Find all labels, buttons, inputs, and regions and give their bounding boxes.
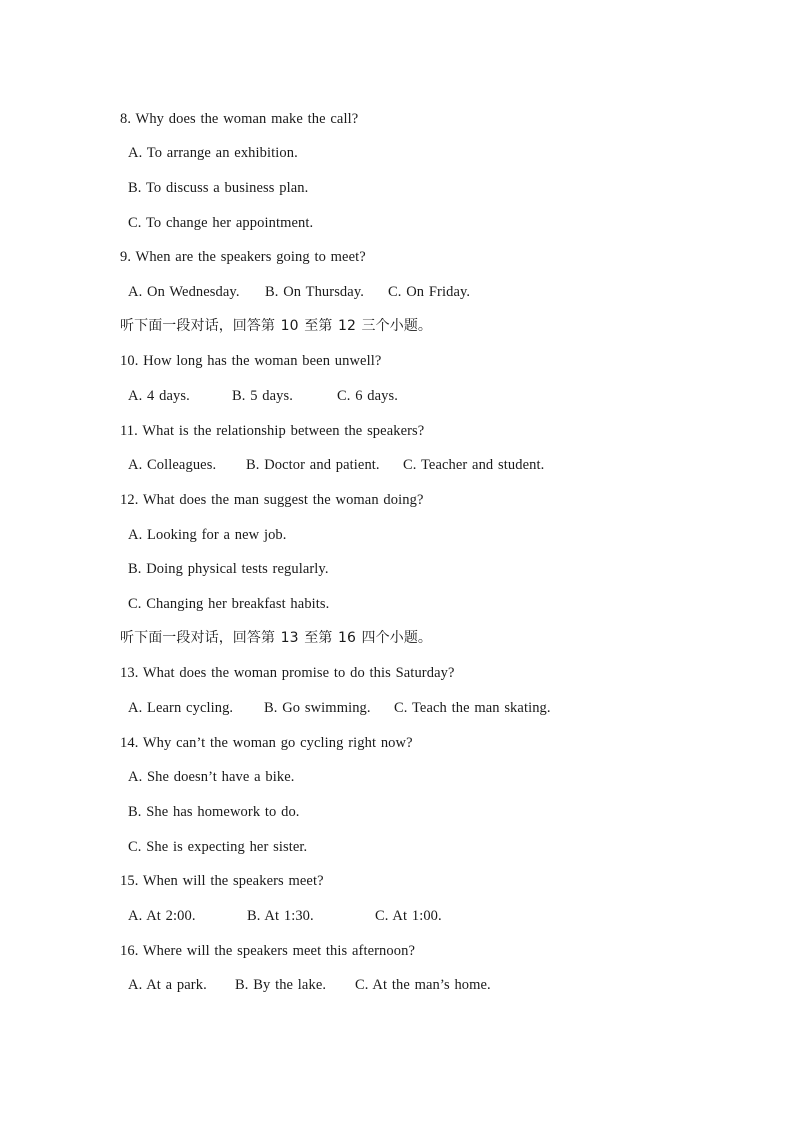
question-10: 10. How long has the woman been unwell? — [120, 353, 382, 369]
question-13-option-a: A. Learn cycling. — [128, 700, 234, 716]
question-12-option-a: A. Looking for a new job. — [128, 527, 287, 543]
question-12-option-b: B. Doing physical tests regularly. — [128, 561, 329, 577]
question-13-options — [128, 698, 551, 718]
question-8-option-b: B. To discuss a business plan. — [128, 180, 309, 196]
question-15: 15. When will the speakers meet? — [120, 873, 324, 889]
question-16-option-b: B. By the lake. — [235, 977, 327, 993]
question-16-option-a: A. At a park. — [128, 977, 207, 993]
question-11: 11. What is the relationship between the speakers? — [120, 423, 425, 439]
question-9-option-a: A. On Wednesday. — [128, 284, 240, 300]
question-10-option-c: C. 6 days. — [337, 388, 398, 404]
section-heading-13-16: 听下面一段对话，回答第 13 至第 16 四个小题。 — [120, 630, 433, 646]
question-12-option-c: C. Changing her breakfast habits. — [128, 596, 330, 612]
question-16-option-c: C. At the man’s home. — [355, 977, 491, 993]
question-15-option-b: B. At 1:30. — [247, 908, 314, 924]
question-8-option-a: A. To arrange an exhibition. — [128, 145, 298, 161]
question-10-options — [128, 386, 398, 406]
question-10-option-a: A. 4 days. — [128, 388, 190, 404]
question-15-option-c: C. At 1:00. — [375, 908, 442, 924]
question-9: 9. When are the speakers going to meet? — [120, 249, 366, 265]
question-11-option-a: A. Colleagues. — [128, 457, 217, 473]
question-8: 8. Why does the woman make the call? — [120, 111, 359, 127]
section-heading-10-12: 听下面一段对话，回答第 10 至第 12 三个小题。 — [120, 318, 433, 334]
question-11-option-c: C. Teacher and student. — [403, 457, 545, 473]
question-11-option-b: B. Doctor and patient. — [246, 457, 380, 473]
question-10-option-b: B. 5 days. — [232, 388, 293, 404]
question-15-option-a: A. At 2:00. — [128, 908, 196, 924]
question-9-option-b: B. On Thursday. — [265, 284, 364, 300]
question-14: 14. Why can’t the woman go cycling right now? — [120, 735, 413, 751]
question-12: 12. What does the man suggest the woman doing? — [120, 492, 424, 508]
question-14-option-b: B. She has homework to do. — [128, 804, 300, 820]
question-14-option-a: A. She doesn’t have a bike. — [128, 769, 295, 785]
question-9-options — [128, 282, 470, 302]
question-9-option-c: C. On Friday. — [388, 284, 471, 300]
question-13-option-c: C. Teach the man skating. — [394, 700, 551, 716]
question-13-option-b: B. Go swimming. — [264, 700, 371, 716]
question-15-options — [128, 906, 442, 926]
question-14-option-c: C. She is expecting her sister. — [128, 839, 308, 855]
question-16-options — [128, 975, 491, 995]
question-11-options — [128, 455, 544, 475]
question-8-option-c: C. To change her appointment. — [128, 215, 314, 231]
question-16: 16. Where will the speakers meet this afternoon? — [120, 943, 415, 959]
question-13: 13. What does the woman promise to do this Saturday? — [120, 665, 455, 681]
